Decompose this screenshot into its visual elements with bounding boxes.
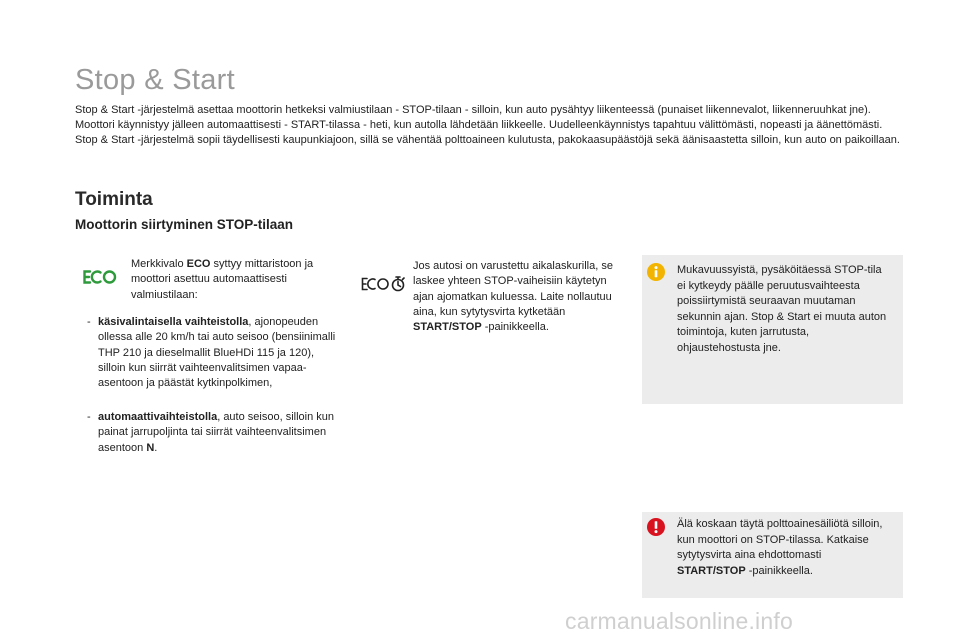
warning-box-text: Älä koskaan täytä polttoainesäiliötä silloin, kun moottori on STOP-tilassa. Katkaise sytytysvirta aina ehdottomasti START/STOP -painikkeella.: [677, 518, 883, 577]
info-box-text: Mukavuussyistä, pysäköitäessä STOP-tila ei kytkeydy päälle peruutusvaihteesta poissiirtymistä seuraavan muutaman sekunnin ajan. Stop & Start ei muuta auton toimintoja, kuten jarrutusta, ohjaustehostusta jne.: [677, 264, 887, 354]
intro-text: [75, 103, 905, 149]
subheading: Moottorin siirtyminen STOP-tilaan: [75, 217, 294, 232]
intro-paragraph-2: Stop & Start -järjestelmä sopii täydellisesti kaupunkiajoon, sillä se vähentää polttoaineen kulutusta, pakokaasupäästöjä sekä äänisaastetta silloin, kun auto on paikoillaan.: [75, 134, 900, 147]
info-icon: [647, 263, 665, 281]
list-item: automaattivaihteistolla, auto seisoo, silloin kun painat jarrupoljinta tai siirrät vaihteenvalitsimen asentoon N.: [98, 411, 334, 454]
eco-indicator-icon: [80, 266, 120, 288]
list-dash: -: [87, 411, 91, 423]
eco-indicator-text: Merkkivalo ECO syttyy mittaristoon ja moottori asettuu automaattisesti valmiustilaan:: [131, 258, 314, 301]
intro-paragraph-1: Stop & Start -järjestelmä asettaa moottorin hetkeksi valmiustilaan - STOP-tilaan - silloin, kun auto pysähtyy liikenteessä (punaiset liikennevalot, liikenneruuhkat jne). Moottori käynnistyy jälleen automaattisesti - START-tilassa - heti, kun autolla lähdetään liikkeelle. Uudelleenkäynnistys tapahtuu välittömästi, nopeasti ja äänettömästi.: [75, 104, 883, 132]
list-dash: -: [87, 316, 91, 328]
section-heading: Toiminta: [75, 189, 153, 210]
warning-icon: [647, 518, 665, 536]
page-title: Stop & Start: [75, 64, 235, 96]
eco-timer-icon: [360, 274, 406, 294]
list-item: käsivalintaisella vaihteistolla, ajonopeuden ollessa alle 20 km/h tai auto seisoo (bensiinimalli THP 210 ja dieselmallit BlueHDi 115 ja 120), silloin kun siirrät vaihteenvalitsimen vapaa-asentoon ja päästät kytkinpolkimen,: [98, 316, 336, 390]
watermark: carmanualsonline.info: [565, 608, 793, 634]
timer-text: Jos autosi on varustettu aikalaskurilla, se laskee yhteen STOP-vaiheisiin käytetyn ajan ajomatkan kuluessa. Laite nollautuu aina, kun sytytysvirta kytketään START/STOP -painikkeella.: [413, 260, 613, 334]
